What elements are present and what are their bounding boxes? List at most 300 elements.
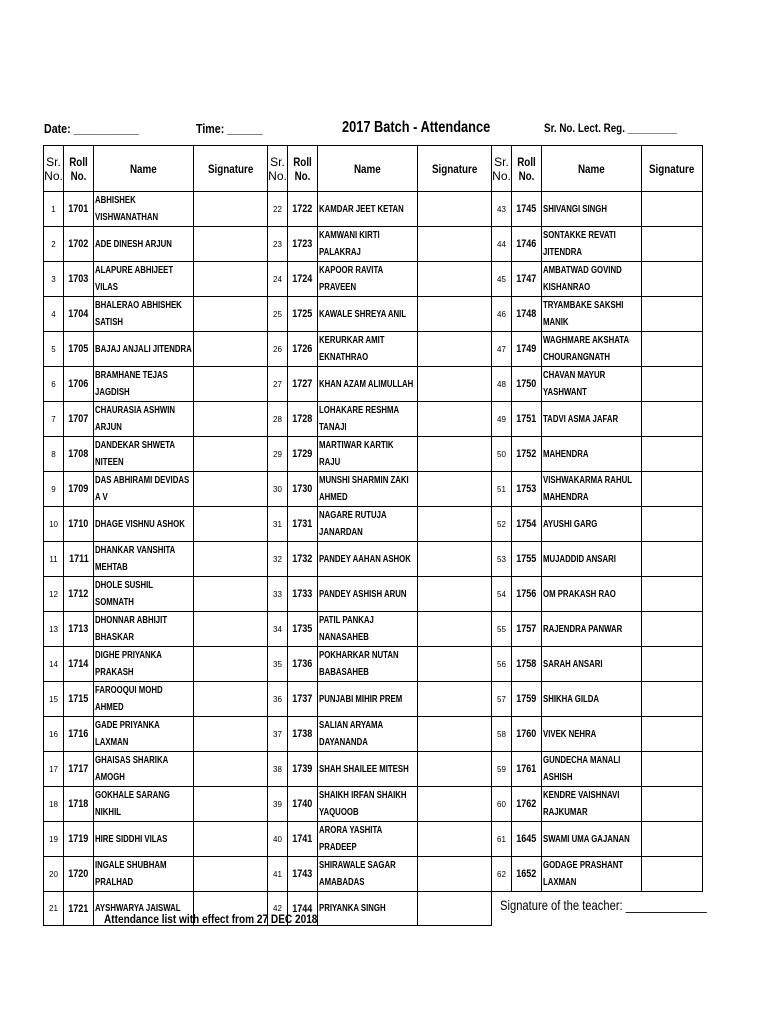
roll-no-cell: [512, 577, 542, 612]
student-name-text: ALAPURE ABHIJEET VILAS: [95, 265, 174, 293]
sr-no-cell: 4: [44, 297, 64, 332]
table-row: [44, 262, 703, 297]
sr-no-cell: 11: [44, 542, 64, 577]
student-name-cell: [94, 647, 194, 682]
roll-no-text: 1743: [292, 868, 313, 880]
signature-cell[interactable]: [418, 192, 492, 227]
roll-no-text: 1711: [68, 553, 89, 565]
sr-no-cell: 59: [492, 752, 512, 787]
table-row: [44, 192, 703, 227]
signature-cell[interactable]: [194, 507, 268, 542]
signature-cell[interactable]: [642, 787, 703, 822]
signature-cell[interactable]: [194, 297, 268, 332]
sr-no-cell: 2: [44, 227, 64, 262]
student-name-text: ADE DINESH ARJUN: [95, 238, 172, 250]
roll-no-cell: [512, 542, 542, 577]
roll-no-cell: [288, 297, 318, 332]
signature-cell[interactable]: [418, 822, 492, 857]
student-name-cell: [542, 682, 642, 717]
roll-no-text: 1741: [292, 833, 313, 845]
signature-cell[interactable]: [418, 227, 492, 262]
roll-no-text: 1729: [292, 448, 313, 460]
student-name-text: KENDRE VAISHNAVI RAJKUMAR: [543, 790, 620, 818]
sr-no-cell: 12: [44, 577, 64, 612]
roll-no-cell: [64, 752, 94, 787]
sr-no-cell: 8: [44, 437, 64, 472]
signature-cell[interactable]: [642, 682, 703, 717]
time-label: Time: ______: [196, 121, 263, 136]
student-name-cell: [94, 577, 194, 612]
student-name-cell: [94, 752, 194, 787]
roll-no-cell: [288, 262, 318, 297]
student-name-cell: [94, 507, 194, 542]
signature-cell[interactable]: [418, 472, 492, 507]
roll-no-cell: [64, 227, 94, 262]
roll-no-text: 1712: [68, 588, 89, 600]
student-name-text: GUNDECHA MANALI ASHISH: [543, 755, 621, 783]
student-name-cell: [318, 227, 418, 262]
student-name-text: POKHARKAR NUTAN BABASAHEB: [319, 650, 399, 678]
sr-no-cell: 29: [268, 437, 288, 472]
col-header-roll: Roll No.: [288, 146, 318, 192]
signature-cell[interactable]: [418, 332, 492, 367]
signature-cell[interactable]: [642, 542, 703, 577]
signature-cell[interactable]: [642, 577, 703, 612]
roll-no-cell: [64, 682, 94, 717]
signature-cell[interactable]: [194, 472, 268, 507]
sr-no-cell: 61: [492, 822, 512, 857]
roll-no-text: 1739: [292, 763, 313, 775]
roll-no-text: 1746: [516, 238, 537, 250]
roll-no-text: 1708: [68, 448, 89, 460]
student-name-cell: [94, 402, 194, 437]
student-name-cell: [318, 402, 418, 437]
sr-no-cell: 55: [492, 612, 512, 647]
signature-cell[interactable]: [642, 367, 703, 402]
student-name-cell: [542, 822, 642, 857]
signature-cell[interactable]: [418, 787, 492, 822]
table-row: [44, 857, 703, 892]
sr-no-cell: 14: [44, 647, 64, 682]
student-name-cell: [318, 192, 418, 227]
sr-no-cell: 6: [44, 367, 64, 402]
student-name-text: OM PRAKASH RAO: [543, 588, 616, 600]
roll-no-text: 1760: [516, 728, 537, 740]
student-name-text: SALIAN ARYAMA DAYANANDA: [319, 720, 383, 748]
signature-cell[interactable]: [418, 262, 492, 297]
signature-cell[interactable]: [418, 612, 492, 647]
roll-no-cell: [288, 542, 318, 577]
roll-no-cell: [64, 542, 94, 577]
student-name-text: DHONNAR ABHIJIT BHASKAR: [95, 615, 168, 643]
sr-no-cell: 22: [268, 192, 288, 227]
signature-cell[interactable]: [194, 857, 268, 892]
sr-no-cell: 15: [44, 682, 64, 717]
student-name-cell: [542, 717, 642, 752]
student-name-text: SHIVANGI SINGH: [543, 203, 607, 215]
sr-no-cell: 40: [268, 822, 288, 857]
roll-no-cell: [512, 332, 542, 367]
roll-no-text: 1721: [68, 902, 89, 915]
roll-no-cell: [512, 402, 542, 437]
sr-no-cell: 21: [44, 892, 64, 926]
table-row: [44, 367, 703, 402]
signature-cell[interactable]: [194, 332, 268, 367]
roll-no-cell: [288, 437, 318, 472]
signature-cell[interactable]: [194, 437, 268, 472]
sr-no-cell: 58: [492, 717, 512, 752]
roll-no-text: 1762: [516, 798, 537, 810]
student-name-text: PUNJABI MIHIR PREM: [319, 693, 403, 705]
signature-cell[interactable]: [418, 577, 492, 612]
roll-no-text: 1645: [516, 833, 537, 845]
roll-no-text: 1727: [292, 378, 313, 390]
sr-no-cell: 56: [492, 647, 512, 682]
date-label: Date: ___________: [44, 121, 139, 136]
student-name-cell: [318, 507, 418, 542]
signature-cell[interactable]: [418, 297, 492, 332]
sr-no-cell: 45: [492, 262, 512, 297]
roll-no-text: 1725: [292, 308, 313, 320]
student-name-text: RAJENDRA PANWAR: [543, 623, 623, 635]
signature-cell[interactable]: [642, 857, 703, 892]
sr-no-cell: 57: [492, 682, 512, 717]
student-name-text: INGALE SHUBHAM PRALHAD: [95, 860, 167, 888]
signature-cell[interactable]: [418, 752, 492, 787]
signature-cell[interactable]: [418, 892, 492, 926]
signature-cell[interactable]: [194, 227, 268, 262]
roll-no-text: 1701: [68, 203, 89, 215]
signature-cell[interactable]: [418, 402, 492, 437]
student-name-text: KAMWANI KIRTI PALAKRAJ: [319, 230, 380, 258]
signature-cell[interactable]: [642, 262, 703, 297]
sr-no-cell: 52: [492, 507, 512, 542]
signature-cell[interactable]: [642, 647, 703, 682]
student-name-text: CHAURASIA ASHWIN ARJUN: [95, 405, 176, 433]
sr-no-cell: 43: [492, 192, 512, 227]
col-header-name: Name: [542, 146, 642, 192]
roll-no-text: 1702: [68, 238, 89, 250]
signature-cell[interactable]: [642, 332, 703, 367]
col-header-signature: Signature: [194, 146, 268, 192]
attendance-table: [43, 145, 703, 926]
signature-cell[interactable]: [194, 822, 268, 857]
signature-cell[interactable]: [642, 402, 703, 437]
roll-no-cell: [512, 437, 542, 472]
col-header-sr: Sr. No.: [44, 146, 64, 192]
sr-no-cell: 19: [44, 822, 64, 857]
roll-no-text: 1754: [516, 518, 537, 530]
sr-no-cell: 37: [268, 717, 288, 752]
effective-date-note: Attendance list with effect from 27 DEC 2018: [104, 912, 318, 926]
student-name-text: MUNSHI SHARMIN ZAKI AHMED: [319, 475, 409, 503]
student-name-cell: [94, 192, 194, 227]
roll-no-text: 1730: [292, 483, 313, 495]
roll-no-cell: [512, 192, 542, 227]
teacher-signature-line: Signature of the teacher: _____________: [500, 897, 707, 913]
student-name-text: FAROOQUI MOHD AHMED: [95, 685, 163, 713]
student-name-text: SHAIKH IRFAN SHAIKH YAQUOOB: [319, 790, 407, 818]
sr-no-cell: 44: [492, 227, 512, 262]
signature-cell[interactable]: [194, 262, 268, 297]
col-header-sr: Sr. No.: [268, 146, 288, 192]
sr-no-cell: 35: [268, 647, 288, 682]
student-name-text: DHANKAR VANSHITA MEHTAB: [95, 545, 176, 573]
sr-no-cell: 32: [268, 542, 288, 577]
roll-no-text: 1740: [292, 798, 313, 810]
sr-no-cell: 3: [44, 262, 64, 297]
student-name-cell: [542, 227, 642, 262]
roll-no-text: 1750: [516, 378, 537, 390]
roll-no-text: 1732: [292, 553, 313, 565]
signature-cell[interactable]: [194, 717, 268, 752]
roll-no-text: 1733: [292, 588, 313, 600]
student-name-cell: [318, 437, 418, 472]
signature-cell[interactable]: [418, 717, 492, 752]
student-name-cell: [94, 262, 194, 297]
roll-no-cell: [288, 752, 318, 787]
roll-no-text: 1706: [68, 378, 89, 390]
roll-no-cell: [512, 647, 542, 682]
sr-no-cell: 20: [44, 857, 64, 892]
sr-no-cell: 46: [492, 297, 512, 332]
roll-no-cell: [512, 227, 542, 262]
signature-cell[interactable]: [194, 647, 268, 682]
sr-no-cell: 51: [492, 472, 512, 507]
roll-no-cell: [288, 367, 318, 402]
sr-no-cell: 9: [44, 472, 64, 507]
student-name-text: BHALERAO ABHISHEK SATISH: [95, 300, 182, 328]
student-name-text: KAPOOR RAVITA PRAVEEN: [319, 265, 383, 293]
col-header-signature: Signature: [642, 146, 703, 192]
roll-no-text: 1719: [68, 833, 89, 845]
student-name-cell: [542, 332, 642, 367]
roll-no-cell: [288, 857, 318, 892]
lecture-register-label: Sr. No. Lect. Reg. _________: [544, 121, 677, 135]
student-name-text: TRYAMBAKE SAKSHI MANIK: [543, 300, 624, 328]
student-name-cell: [94, 717, 194, 752]
roll-no-text: 1728: [292, 413, 313, 425]
roll-no-cell: [64, 787, 94, 822]
roll-no-cell: [64, 332, 94, 367]
student-name-text: DANDEKAR SHWETA NITEEN: [95, 440, 175, 468]
student-name-cell: [318, 297, 418, 332]
roll-no-text: 1731: [292, 518, 313, 530]
student-name-cell: [318, 367, 418, 402]
roll-no-cell: [64, 367, 94, 402]
student-name-cell: [94, 787, 194, 822]
student-name-text: MARTIWAR KARTIK RAJU: [319, 440, 394, 468]
signature-cell[interactable]: [418, 367, 492, 402]
table-row: [44, 472, 703, 507]
sr-no-cell: 24: [268, 262, 288, 297]
roll-no-cell: [64, 822, 94, 857]
signature-cell[interactable]: [194, 787, 268, 822]
sr-no-cell: 49: [492, 402, 512, 437]
roll-no-cell: [512, 297, 542, 332]
roll-no-cell: [288, 647, 318, 682]
table-row: [44, 787, 703, 822]
roll-no-cell: [64, 507, 94, 542]
student-name-cell: [94, 472, 194, 507]
student-name-text: GADE PRIYANKA LAXMAN: [95, 720, 160, 748]
student-name-cell: [318, 647, 418, 682]
student-name-cell: [94, 437, 194, 472]
signature-cell[interactable]: [418, 857, 492, 892]
sr-no-cell: 5: [44, 332, 64, 367]
roll-no-cell: [64, 717, 94, 752]
student-name-text: SWAMI UMA GAJANAN: [543, 833, 630, 845]
student-name-cell: [542, 752, 642, 787]
roll-no-text: 1704: [68, 308, 89, 320]
signature-cell[interactable]: [642, 472, 703, 507]
roll-no-cell: [288, 717, 318, 752]
roll-no-text: 1761: [516, 763, 537, 775]
signature-cell[interactable]: [418, 647, 492, 682]
signature-cell[interactable]: [642, 717, 703, 752]
sr-no-cell: 34: [268, 612, 288, 647]
student-name-text: GHAISAS SHARIKA AMOGH: [95, 755, 168, 783]
table-row: [44, 437, 703, 472]
roll-no-cell: [288, 787, 318, 822]
student-name-cell: [542, 262, 642, 297]
signature-cell[interactable]: [642, 227, 703, 262]
roll-no-text: 1752: [516, 448, 537, 460]
signature-cell[interactable]: [642, 752, 703, 787]
roll-no-cell: [288, 402, 318, 437]
signature-cell[interactable]: [194, 577, 268, 612]
table-row: [44, 682, 703, 717]
roll-no-cell: [288, 332, 318, 367]
student-name-cell: [318, 577, 418, 612]
roll-no-text: 1753: [516, 483, 537, 495]
student-name-text: KAWALE SHREYA ANIL: [319, 308, 407, 320]
roll-no-text: 1745: [516, 203, 537, 215]
signature-cell[interactable]: [194, 542, 268, 577]
signature-cell[interactable]: [194, 752, 268, 787]
col-header-name: Name: [318, 146, 418, 192]
roll-no-cell: [512, 472, 542, 507]
roll-no-text: 1652: [516, 868, 537, 880]
student-name-cell: [94, 297, 194, 332]
roll-no-cell: [288, 507, 318, 542]
table-row: [44, 577, 703, 612]
col-header-sr: Sr. No.: [492, 146, 512, 192]
signature-cell[interactable]: [642, 507, 703, 542]
roll-no-text: 1715: [68, 693, 89, 705]
signature-cell[interactable]: [194, 192, 268, 227]
student-name-cell: [318, 682, 418, 717]
roll-no-text: 1723: [292, 238, 313, 250]
signature-cell[interactable]: [642, 192, 703, 227]
student-name-text: SARAH ANSARI: [543, 658, 603, 670]
signature-cell[interactable]: [194, 682, 268, 717]
roll-no-text: 1720: [68, 868, 89, 880]
signature-cell[interactable]: [418, 542, 492, 577]
sr-no-cell: 10: [44, 507, 64, 542]
student-name-cell: [94, 857, 194, 892]
sr-no-cell: 31: [268, 507, 288, 542]
roll-no-cell: [64, 892, 94, 926]
sr-no-cell: 27: [268, 367, 288, 402]
signature-cell[interactable]: [418, 507, 492, 542]
roll-no-cell: [512, 717, 542, 752]
student-name-text: AYUSHI GARG: [543, 518, 598, 530]
sr-no-cell: 60: [492, 787, 512, 822]
student-name-text: AMBATWAD GOVIND KISHANRAO: [543, 265, 622, 293]
table-header-row: [44, 146, 703, 192]
roll-no-text: 1716: [68, 728, 89, 740]
roll-no-text: 1747: [516, 273, 537, 285]
student-name-text: MUJADDID ANSARI: [543, 553, 616, 565]
signature-cell[interactable]: [194, 612, 268, 647]
table-row: [44, 822, 703, 857]
student-name-text: PRIYANKA SINGH: [319, 903, 386, 914]
signature-cell[interactable]: [642, 297, 703, 332]
roll-no-cell: [512, 612, 542, 647]
student-name-text: TADVI ASMA JAFAR: [543, 413, 619, 425]
col-header-signature: Signature: [418, 146, 492, 192]
roll-no-cell: [64, 262, 94, 297]
roll-no-cell: [64, 437, 94, 472]
roll-no-text: 1737: [292, 693, 313, 705]
roll-no-text: 1757: [516, 623, 537, 635]
sr-no-cell: 26: [268, 332, 288, 367]
student-name-cell: [94, 682, 194, 717]
student-name-cell: [542, 437, 642, 472]
signature-cell[interactable]: [418, 682, 492, 717]
sr-no-cell: 23: [268, 227, 288, 262]
signature-cell[interactable]: [418, 437, 492, 472]
student-name-text: PATIL PANKAJ NANASAHEB: [319, 615, 374, 643]
student-name-cell: [318, 542, 418, 577]
student-name-cell: [318, 262, 418, 297]
student-name-text: LOHAKARE RESHMA TANAJI: [319, 405, 399, 433]
student-name-text: BAJAJ ANJALI JITENDRA: [95, 343, 192, 355]
student-name-text: KAMDAR JEET KETAN: [319, 203, 404, 215]
student-name-cell: [542, 577, 642, 612]
student-name-text: KERURKAR AMIT EKNATHRAO: [319, 335, 385, 363]
roll-no-text: 1759: [516, 693, 537, 705]
col-header-name: Name: [94, 146, 194, 192]
table-row: [44, 647, 703, 682]
roll-no-text: 1748: [516, 308, 537, 320]
table-row: [44, 332, 703, 367]
roll-no-cell: [288, 577, 318, 612]
roll-no-text: 1709: [68, 483, 89, 495]
roll-no-text: 1705: [68, 343, 89, 355]
student-name-cell: [542, 402, 642, 437]
table-row: [44, 227, 703, 262]
student-name-text: DHAGE VISHNU ASHOK: [95, 518, 185, 530]
roll-no-cell: [288, 682, 318, 717]
signature-cell[interactable]: [642, 822, 703, 857]
student-name-text: ARORA YASHITA PRADEEP: [319, 825, 382, 853]
student-name-cell: [318, 892, 418, 926]
sr-no-cell: 33: [268, 577, 288, 612]
roll-no-cell: [64, 857, 94, 892]
signature-cell[interactable]: [194, 367, 268, 402]
sr-no-cell: 30: [268, 472, 288, 507]
roll-no-text: 1726: [292, 343, 313, 355]
signature-cell[interactable]: [642, 612, 703, 647]
student-name-cell: [94, 542, 194, 577]
signature-cell[interactable]: [642, 437, 703, 472]
roll-no-cell: [512, 787, 542, 822]
roll-no-cell: [64, 647, 94, 682]
signature-cell[interactable]: [194, 402, 268, 437]
roll-no-cell: [512, 682, 542, 717]
